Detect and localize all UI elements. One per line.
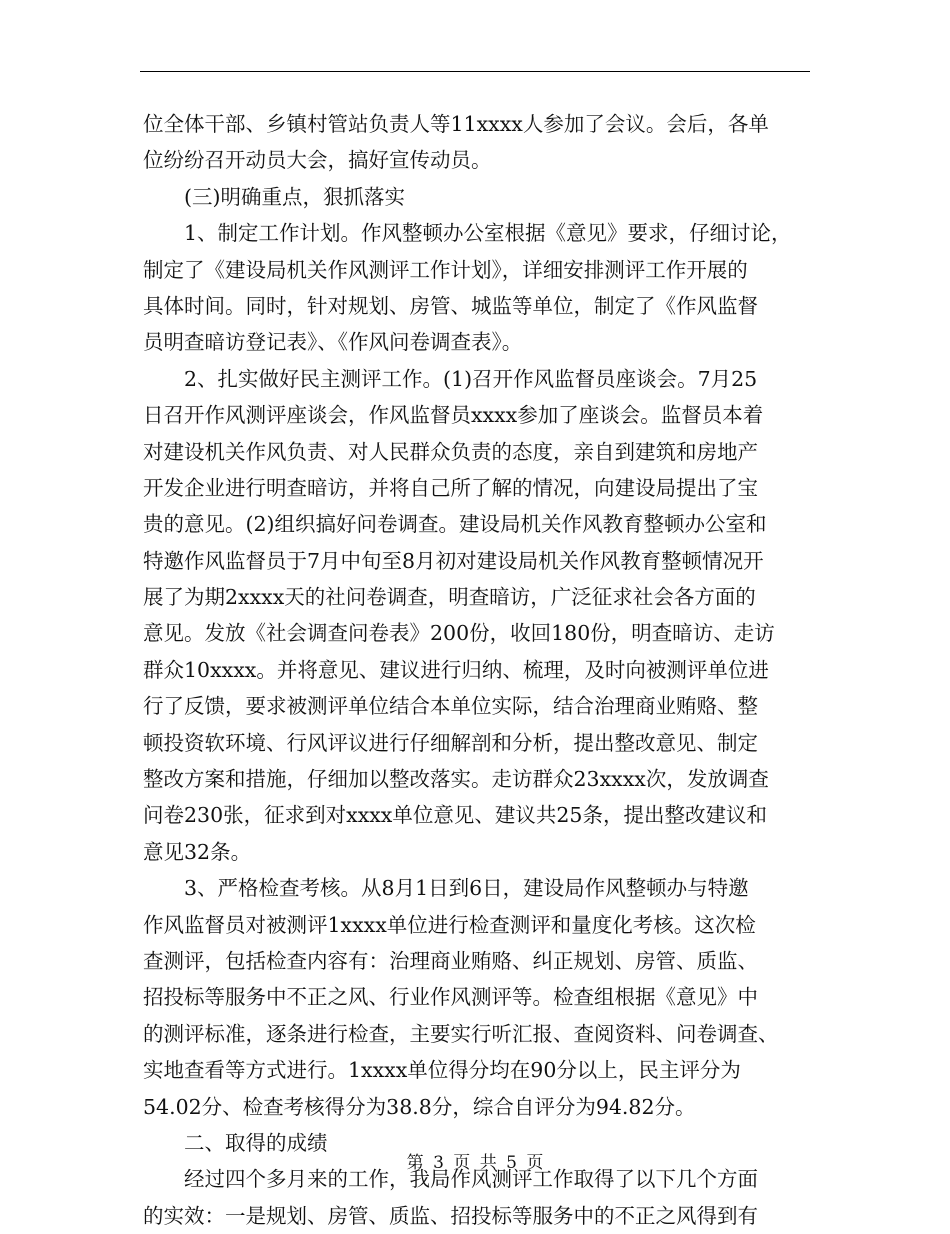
text-line: 3、严格检查考核。从8月1日到6日，建设局作风整顿办与特邀 xyxy=(184,876,749,901)
text-line: 日召开作风测评座谈会，作风监督员xxxx参加了座谈会。监督员本着 xyxy=(143,403,764,428)
text-line: 2、扎实做好民主测评工作。(1)召开作风监督员座谈会。7月25 xyxy=(184,366,758,391)
text-line: 顿投资软环境、行风评议进行仔细解剖和分析，提出整改意见、制定 xyxy=(143,730,758,755)
text-line: 位纷纷召开动员大会，搞好宣传动员。 xyxy=(143,148,492,173)
text-line: 群众10xxxx。并将意见、建议进行归纳、梳理，及时向被测评单位进 xyxy=(143,657,769,682)
text-line: 的实效：一是规划、房管、质监、招投标等服务中的不正之风得到有 xyxy=(143,1203,758,1228)
text-line: 整改方案和措施，仔细加以整改落实。走访群众23xxxx次，发放调查 xyxy=(143,767,769,792)
text-line: 开发企业进行明查暗访，并将自己所了解的情况，向建设局提出了宝 xyxy=(143,475,758,500)
text-line: 意见。发放《社会调查问卷表》200份，收回180份，明查暗访、走访 xyxy=(143,621,775,646)
text-line: 招投标等服务中不正之风、行业作风测评等。检查组根据《意见》中 xyxy=(143,985,758,1010)
text-line: 问卷230张，征求到对xxxx单位意见、建议共25条，提出整改建议和 xyxy=(143,803,767,828)
text-line: 制定了《建设局机关作风测评工作计划》，详细安排测评工作开展的 xyxy=(143,257,748,282)
text-line: 实地查看等方式进行。1xxxx单位得分均在90分以上，民主评分为 xyxy=(143,1058,741,1083)
text-line: 员明查暗访登记表》、《作风问卷调查表》。 xyxy=(143,330,523,355)
text-line: 1、制定工作计划。作风整顿办公室根据《意见》要求，仔细讨论， xyxy=(184,221,792,246)
header-rule xyxy=(140,71,810,72)
body-text xyxy=(143,106,815,1234)
text-line: 位全体干部、乡镇村管站负责人等11xxxx人参加了会议。会后，各单 xyxy=(143,112,769,136)
text-line: (三)明确重点，狠抓落实 xyxy=(184,184,405,209)
page-footer: 第 3 页 共 5 页 xyxy=(406,1153,544,1173)
text-line: 作风监督员对被测评1xxxx单位进行检查测评和量度化考核。这次检 xyxy=(143,912,756,937)
text-line: 的测评标准，逐条进行检查，主要实行听汇报、查阅资料、问卷调查、 xyxy=(143,1021,779,1046)
text-line: 意见32条。 xyxy=(143,839,252,864)
text-line: 具体时间。同时，针对规划、房管、城监等单位，制定了《作风监督 xyxy=(143,293,758,318)
text-line: 展了为期2xxxx天的社问卷调查，明查暗访，广泛征求社会各方面的 xyxy=(143,585,756,610)
text-line: 54.02分、检查考核得分为38.8分，综合自评分为94.82分。 xyxy=(143,1094,696,1119)
text-line: 特邀作风监督员于7月中旬至8月初对建设局机关作风教育整顿情况开 xyxy=(143,548,764,573)
text-line: 行了反馈，要求被测评单位结合本单位实际，结合治理商业贿赂、整 xyxy=(143,694,758,719)
text-line: 贵的意见。(2)组织搞好问卷调查。建设局机关作风教育整顿办公室和 xyxy=(143,512,767,537)
text-line: 对建设机关作风负责、对人民群众负责的态度，亲自到建筑和房地产 xyxy=(143,439,758,464)
text-line: 查测评，包括检查内容有：治理商业贿赂、纠正规划、房管、质监、 xyxy=(143,948,758,973)
text-line: 二、取得的成绩 xyxy=(184,1130,328,1155)
text-line: 经过四个多月来的工作，我局作风测评工作取得了以下几个方面 xyxy=(184,1167,758,1192)
